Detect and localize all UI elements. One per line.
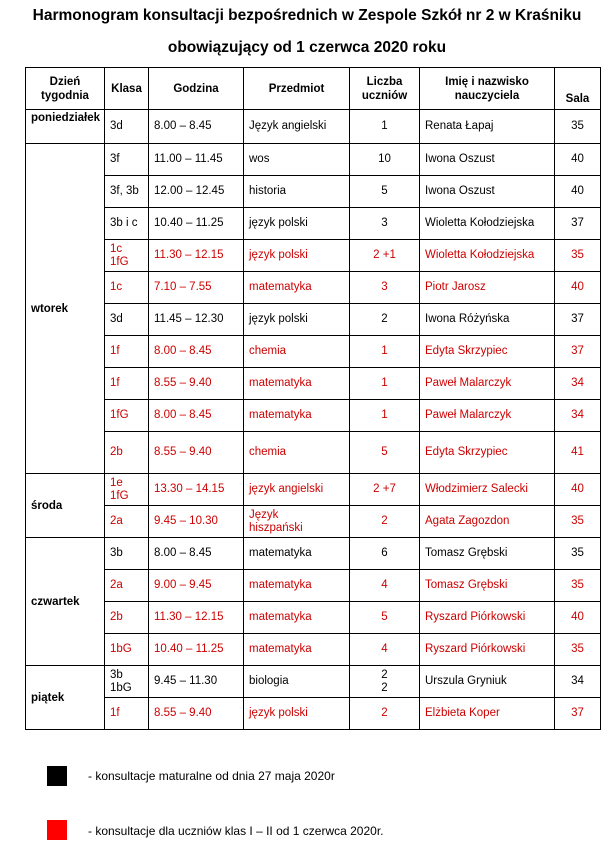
cell-liczba: 5: [350, 432, 420, 474]
header-day: Dzień tygodnia: [26, 68, 105, 110]
table-row: [26, 698, 601, 730]
cell-godzina: 9.45 – 11.30: [149, 666, 244, 698]
cell-nauczyciel: Agata Zagozdon: [420, 506, 555, 538]
legend-text-black: - konsultacje maturalne od dnia 27 maja 2020r: [88, 769, 335, 783]
cell-przedmiot: matematyka: [244, 602, 350, 634]
cell-liczba: 2: [350, 698, 420, 730]
table-row: [26, 272, 601, 304]
cell-nauczyciel: Iwona Oszust: [420, 144, 555, 176]
table-row: [26, 602, 601, 634]
cell-nauczyciel: Tomasz Grębski: [420, 570, 555, 602]
table-row: [26, 304, 601, 336]
cell-klasa: 2a: [105, 570, 149, 602]
cell-sala: 40: [555, 602, 601, 634]
table-header-row: [26, 68, 601, 110]
cell-liczba: 3: [350, 272, 420, 304]
cell-liczba: 5: [350, 602, 420, 634]
cell-godzina: 11.30 – 12.15: [149, 240, 244, 272]
day-cell: środa: [26, 474, 105, 538]
header-class: Klasa: [105, 68, 149, 110]
cell-godzina: 8.55 – 9.40: [149, 432, 244, 474]
cell-godzina: 8.55 – 9.40: [149, 698, 244, 730]
cell-nauczyciel: Renata Łapaj: [420, 110, 555, 144]
cell-sala: 37: [555, 336, 601, 368]
cell-nauczyciel: Paweł Malarczyk: [420, 368, 555, 400]
table-row: [26, 400, 601, 432]
cell-liczba: 2 2: [350, 666, 420, 698]
cell-sala: 34: [555, 666, 601, 698]
cell-nauczyciel: Paweł Malarczyk: [420, 400, 555, 432]
cell-klasa: 1e 1fG: [105, 474, 149, 506]
table-row: [26, 538, 601, 570]
cell-klasa: 3b 1bG: [105, 666, 149, 698]
cell-nauczyciel: Edyta Skrzypiec: [420, 432, 555, 474]
cell-przedmiot: matematyka: [244, 538, 350, 570]
cell-godzina: 10.40 – 11.25: [149, 208, 244, 240]
cell-nauczyciel: Urszula Gryniuk: [420, 666, 555, 698]
cell-liczba: 1: [350, 368, 420, 400]
legend-swatch-black: [47, 766, 67, 786]
cell-liczba: 6: [350, 538, 420, 570]
cell-klasa: 1c: [105, 272, 149, 304]
table-row: [26, 240, 601, 272]
cell-liczba: 2 +1: [350, 240, 420, 272]
cell-godzina: 8.00 – 8.45: [149, 336, 244, 368]
cell-klasa: 2b: [105, 432, 149, 474]
cell-klasa: 1c 1fG: [105, 240, 149, 272]
cell-godzina: 7.10 – 7.55: [149, 272, 244, 304]
cell-sala: 35: [555, 110, 601, 144]
table-row: [26, 506, 601, 538]
cell-godzina: 9.00 – 9.45: [149, 570, 244, 602]
cell-nauczyciel: Piotr Jarosz: [420, 272, 555, 304]
cell-liczba: 1: [350, 110, 420, 144]
cell-godzina: 8.00 – 8.45: [149, 400, 244, 432]
day-cell: wtorek: [26, 144, 105, 474]
table-row: [26, 144, 601, 176]
cell-sala: 35: [555, 570, 601, 602]
cell-liczba: 4: [350, 570, 420, 602]
cell-klasa: 3f, 3b: [105, 176, 149, 208]
cell-przedmiot: Język angielski: [244, 110, 350, 144]
page-title: Harmonogram konsultacji bezpośrednich w Zespole Szkół nr 2 w Kraśniku: [32, 7, 582, 24]
cell-sala: 41: [555, 432, 601, 474]
header-time: Godzina: [149, 68, 244, 110]
cell-sala: 37: [555, 208, 601, 240]
cell-liczba: 2 +7: [350, 474, 420, 506]
cell-nauczyciel: Ryszard Piórkowski: [420, 634, 555, 666]
cell-sala: 35: [555, 538, 601, 570]
table-row: [26, 176, 601, 208]
table-row: [26, 208, 601, 240]
cell-nauczyciel: Iwona Różyńska: [420, 304, 555, 336]
cell-klasa: 1bG: [105, 634, 149, 666]
cell-sala: 40: [555, 176, 601, 208]
cell-klasa: 3f: [105, 144, 149, 176]
cell-sala: 40: [555, 144, 601, 176]
cell-nauczyciel: Wioletta Kołodziejska: [420, 240, 555, 272]
cell-przedmiot: matematyka: [244, 368, 350, 400]
cell-przedmiot: Język hiszpański: [244, 506, 350, 538]
cell-nauczyciel: Ryszard Piórkowski: [420, 602, 555, 634]
cell-sala: 34: [555, 400, 601, 432]
cell-klasa: 3b i c: [105, 208, 149, 240]
cell-godzina: 11.30 – 12.15: [149, 602, 244, 634]
cell-przedmiot: historia: [244, 176, 350, 208]
cell-przedmiot: matematyka: [244, 272, 350, 304]
cell-klasa: 3d: [105, 110, 149, 144]
cell-sala: 35: [555, 240, 601, 272]
cell-przedmiot: język angielski: [244, 474, 350, 506]
day-cell: piątek: [26, 666, 105, 730]
cell-godzina: 12.00 – 12.45: [149, 176, 244, 208]
cell-godzina: 8.00 – 8.45: [149, 538, 244, 570]
cell-godzina: 9.45 – 10.30: [149, 506, 244, 538]
cell-przedmiot: chemia: [244, 336, 350, 368]
cell-sala: 40: [555, 474, 601, 506]
cell-nauczyciel: Tomasz Grębski: [420, 538, 555, 570]
cell-liczba: 1: [350, 400, 420, 432]
table-row: [26, 368, 601, 400]
cell-sala: 35: [555, 634, 601, 666]
cell-liczba: 3: [350, 208, 420, 240]
cell-klasa: 1f: [105, 698, 149, 730]
table-row: [26, 666, 601, 698]
cell-liczba: 2: [350, 506, 420, 538]
cell-liczba: 2: [350, 304, 420, 336]
cell-klasa: 1f: [105, 336, 149, 368]
cell-przedmiot: wos: [244, 144, 350, 176]
cell-sala: 37: [555, 698, 601, 730]
cell-sala: 35: [555, 506, 601, 538]
cell-przedmiot: matematyka: [244, 634, 350, 666]
page-subtitle: obowiązujący od 1 czerwca 2020 roku: [167, 39, 447, 56]
cell-przedmiot: język polski: [244, 240, 350, 272]
header-teacher: Imię i nazwisko nauczyciela: [420, 68, 555, 110]
legend-text-red: - konsultacje dla uczniów klas I – II od 1 czerwca 2020r.: [88, 824, 384, 838]
cell-nauczyciel: Iwona Oszust: [420, 176, 555, 208]
cell-klasa: 3d: [105, 304, 149, 336]
cell-nauczyciel: Edyta Skrzypiec: [420, 336, 555, 368]
cell-klasa: 2a: [105, 506, 149, 538]
cell-przedmiot: matematyka: [244, 400, 350, 432]
cell-klasa: 1fG: [105, 400, 149, 432]
cell-klasa: 3b: [105, 538, 149, 570]
cell-godzina: 11.00 – 11.45: [149, 144, 244, 176]
table-row: [26, 634, 601, 666]
cell-klasa: 2b: [105, 602, 149, 634]
cell-przedmiot: biologia: [244, 666, 350, 698]
cell-liczba: 10: [350, 144, 420, 176]
table-row: [26, 570, 601, 602]
cell-godzina: 13.30 – 14.15: [149, 474, 244, 506]
cell-godzina: 8.00 – 8.45: [149, 110, 244, 144]
day-cell: czwartek: [26, 538, 105, 666]
cell-przedmiot: chemia: [244, 432, 350, 474]
table-row: [26, 474, 601, 506]
cell-sala: 34: [555, 368, 601, 400]
cell-sala: 40: [555, 272, 601, 304]
cell-przedmiot: język polski: [244, 698, 350, 730]
cell-przedmiot: matematyka: [244, 570, 350, 602]
schedule-table: [25, 67, 601, 730]
cell-liczba: 4: [350, 634, 420, 666]
cell-klasa: 1f: [105, 368, 149, 400]
cell-sala: 37: [555, 304, 601, 336]
header-students: Liczba uczniów: [350, 68, 420, 110]
table-row: [26, 110, 601, 144]
cell-godzina: 8.55 – 9.40: [149, 368, 244, 400]
cell-liczba: 1: [350, 336, 420, 368]
cell-liczba: 5: [350, 176, 420, 208]
table-row: [26, 432, 601, 474]
table-row: [26, 336, 601, 368]
cell-godzina: 11.45 – 12.30: [149, 304, 244, 336]
header-room: Sala: [555, 68, 601, 110]
cell-godzina: 10.40 – 11.25: [149, 634, 244, 666]
cell-przedmiot: język polski: [244, 304, 350, 336]
day-cell: poniedziałek: [26, 110, 105, 144]
header-subject: Przedmiot: [244, 68, 350, 110]
cell-nauczyciel: Włodzimierz Salecki: [420, 474, 555, 506]
cell-przedmiot: język polski: [244, 208, 350, 240]
cell-nauczyciel: Wioletta Kołodziejska: [420, 208, 555, 240]
cell-nauczyciel: Elżbieta Koper: [420, 698, 555, 730]
legend-swatch-red: [47, 820, 67, 840]
